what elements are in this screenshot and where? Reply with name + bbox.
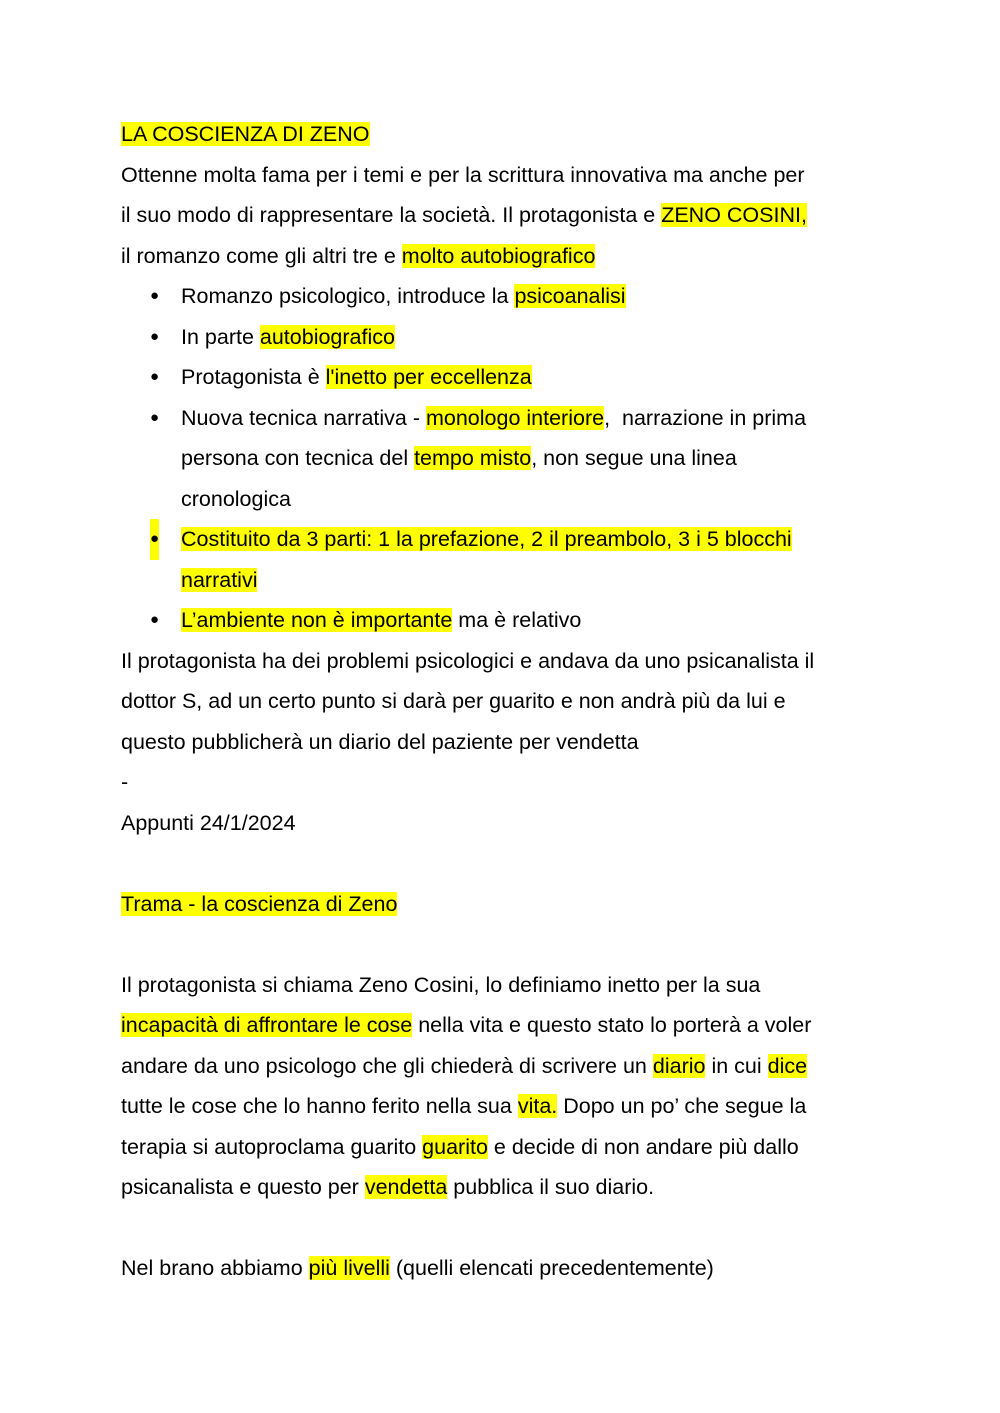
subtitle-text: Trama - la coscienza di Zeno (121, 891, 398, 916)
bullet-icon: ● (150, 287, 160, 304)
highlight-ambiente: L’ambiente non è importante (181, 608, 453, 632)
document-title (121, 114, 901, 155)
highlight-vendetta: vendetta (364, 1175, 448, 1199)
highlight-psicoanalisi: psicoanalisi (514, 284, 626, 308)
paragraph-line (121, 965, 901, 1006)
intro-line-3 (121, 236, 901, 277)
intro-text: il romanzo come gli altri tre e (121, 243, 402, 268)
list-item-text: In parte (181, 324, 260, 349)
highlight-autobiografico: autobiografico (259, 324, 395, 349)
paragraph-text: pubblica il suo diario. (447, 1175, 655, 1199)
highlight-tempo-misto: tempo misto (414, 446, 532, 470)
paragraph-line (121, 1086, 901, 1127)
list-item (121, 276, 901, 317)
paragraph-line (121, 1127, 901, 1168)
highlight-zeno-cosini: ZENO COSINI, (661, 203, 807, 227)
bullet-icon: ● (150, 611, 160, 628)
paragraph-text: Dopo un po’ che segue la (557, 1094, 807, 1118)
document-page (121, 114, 901, 1289)
list-item-text: Nuova tecnica narrativa - (181, 405, 426, 430)
list-item-text: Protagonista è (181, 365, 326, 389)
paragraph-text: tutte le cose che lo hanno ferito nella sua (121, 1094, 518, 1118)
highlight-incapacita: incapacità di affrontare le cose (121, 1013, 413, 1037)
list-item (121, 357, 901, 398)
paragraph-line (121, 722, 901, 763)
bullet-icon: ● (150, 519, 159, 560)
paragraph-line (121, 681, 901, 722)
highlight-livelli: più livelli (308, 1256, 390, 1280)
paragraph-text: psicanalista e questo per (121, 1175, 365, 1199)
blank-line (121, 924, 901, 965)
list-item-text: ma è relativo (452, 608, 582, 632)
highlight-inetto: l'inetto per eccellenza (325, 365, 532, 389)
highlight-autobiografico: molto autobiografico (401, 243, 596, 268)
highlight-diario: diario (652, 1053, 706, 1078)
paragraph-text: andare da uno psicologo che gli chiederà di scrivere un (121, 1053, 653, 1078)
intro-text: il suo modo di rappresentare la società. Il protagonista e (121, 203, 662, 227)
bullet-icon: ● (150, 408, 160, 426)
list-item-continuation (121, 479, 901, 520)
highlight-parti: narrativi (181, 567, 258, 592)
notes-date (121, 803, 901, 844)
notes-date-text: Appunti 24/1/2024 (121, 810, 296, 835)
list-item-text: persona con tecnica del (181, 446, 415, 470)
paragraph-line (121, 641, 901, 682)
highlight-monologo: monologo interiore (425, 405, 605, 430)
blank-line (121, 1208, 901, 1249)
paragraph-line (121, 1167, 901, 1208)
list-item-text: , narrazione in prima (604, 405, 807, 430)
highlight-parti: Costituito da 3 parti: 1 la prefazione, 2 il preambolo, 3 i 5 blocchi (181, 527, 792, 551)
list-item-text: , non segue una linea (531, 446, 737, 470)
paragraph-text: dottor S, ad un certo punto si darà per guarito e non andrà più da lui e (121, 689, 786, 713)
paragraph-text: in cui (705, 1053, 768, 1078)
list-item-text: Romanzo psicologico, introduce la (181, 284, 515, 308)
section-subtitle (121, 884, 901, 925)
list-item (121, 519, 901, 560)
highlight-vita: vita. (517, 1094, 558, 1118)
paragraph-text: e decide di non andare più dallo (487, 1134, 799, 1159)
list-item (121, 317, 901, 358)
highlight-dice: dice (767, 1053, 808, 1078)
intro-line-2 (121, 195, 901, 236)
paragraph-text: questo pubblicherà un diario del paziente per vendetta (121, 729, 639, 754)
title-text: LA COSCIENZA DI ZENO (121, 122, 370, 146)
paragraph-text: Nel brano abbiamo (121, 1256, 309, 1280)
intro-text: Ottenne molta fama per i temi e per la scrittura innovativa ma anche per (121, 162, 805, 187)
highlight-guarito: guarito (422, 1134, 488, 1159)
list-item-continuation (121, 560, 901, 601)
intro-line-1 (121, 155, 901, 196)
list-item (121, 398, 901, 439)
paragraph-text: terapia si autoproclama guarito (121, 1134, 423, 1159)
paragraph-text: nella vita e questo stato lo porterà a voler (412, 1013, 812, 1037)
paragraph-text: Il protagonista si chiama Zeno Cosini, lo definiamo inetto per la sua (121, 972, 761, 997)
paragraph-line (121, 1046, 901, 1087)
list-item-continuation (121, 438, 901, 479)
bullet-icon: ● (150, 327, 160, 345)
paragraph-line (121, 1248, 901, 1289)
paragraph-text: Il protagonista ha dei problemi psicologici e andava da uno psicanalista il (121, 648, 815, 673)
bullet-icon: ● (150, 368, 160, 385)
list-item-text: cronologica (181, 486, 291, 511)
paragraph-line (121, 1005, 901, 1046)
paragraph-text: (quelli elencati precedentemente) (389, 1256, 714, 1280)
dash-text: - (121, 770, 129, 794)
dash-line (121, 762, 901, 803)
blank-line (121, 843, 901, 884)
list-item (121, 600, 901, 641)
